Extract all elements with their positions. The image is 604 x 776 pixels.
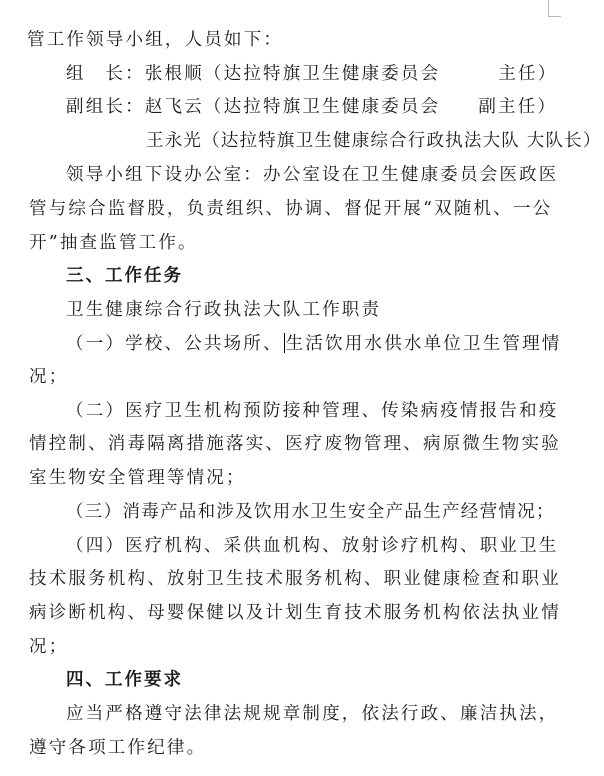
- section-4-heading: 四、工作要求: [66, 670, 183, 690]
- member-title: 主任）: [498, 64, 558, 84]
- member-name: 张根顺: [144, 64, 204, 84]
- member-name: 赵飞云: [144, 97, 204, 117]
- task-4-line-3: 病诊断机构、母婴保健以及计划生育技术服务机构依法执业情: [29, 603, 561, 623]
- task-4-line-4: 况；: [29, 637, 69, 657]
- member-deputy: [66, 96, 557, 118]
- task-2-line-1: （二）医疗卫生机构预防接种管理、传染病疫情报告和疫: [66, 401, 559, 421]
- task-4-line-1: （四）医疗机构、采供血机构、放射诊疗机构、职业卫生: [66, 536, 559, 556]
- page-corner-mark: [548, 0, 561, 17]
- member-name: 王永光: [146, 131, 203, 151]
- intro-line: 管工作领导小组，人员如下：: [27, 30, 284, 50]
- task-2-line-2: 情控制、消毒隔离措施落实、医疗废物管理、病原微生物实验: [29, 434, 561, 454]
- task-1-text-end: 生活饮用水供水单位卫生管理情: [285, 334, 562, 354]
- member-leader: [66, 63, 557, 85]
- task-3-line: （三）消毒产品和涉及饮用水卫生安全产品生产经营情况；: [66, 502, 555, 522]
- task-1-line-2: 况；: [29, 367, 69, 387]
- member-org: （达拉特旗卫生健康委员会: [203, 64, 441, 84]
- task-2-line-3: 室生物安全管理等情况；: [29, 468, 246, 488]
- member-org: （达拉特旗卫生健康综合行政执法大队 大队长）: [202, 131, 602, 151]
- member-role: 组 长：: [66, 64, 145, 84]
- text-cursor: [284, 333, 285, 353]
- member-org: （达拉特旗卫生健康委员会: [203, 97, 441, 117]
- office-line-3: 开”抽查监管工作。: [29, 233, 198, 253]
- section-3-subtitle: 卫生健康综合行政执法大队工作职责: [66, 300, 382, 320]
- section-4-line-2: 遵守各项工作纪律。: [29, 738, 207, 758]
- task-4-line-2: 技术服务机构、放射卫生技术服务机构、职业健康检查和职业: [29, 569, 561, 589]
- member-title: 副主任）: [478, 97, 558, 117]
- member-role: 副组长：: [66, 97, 145, 117]
- section-4-line-1: 应当严格遵守法律法规规章制度，依法行政、廉洁执法，: [66, 704, 559, 724]
- task-1-text-start: （一）学校、公共场所、: [66, 334, 283, 354]
- office-line-1: 领导小组下设办公室：办公室设在卫生健康委员会医政医: [66, 165, 559, 185]
- task-1-line-1: [66, 333, 562, 355]
- section-3-heading: 三、工作任务: [66, 266, 183, 286]
- member-third: [146, 130, 602, 152]
- office-line-2: 管与综合监督股，负责组织、协调、督促开展“双随机、一公: [29, 199, 553, 219]
